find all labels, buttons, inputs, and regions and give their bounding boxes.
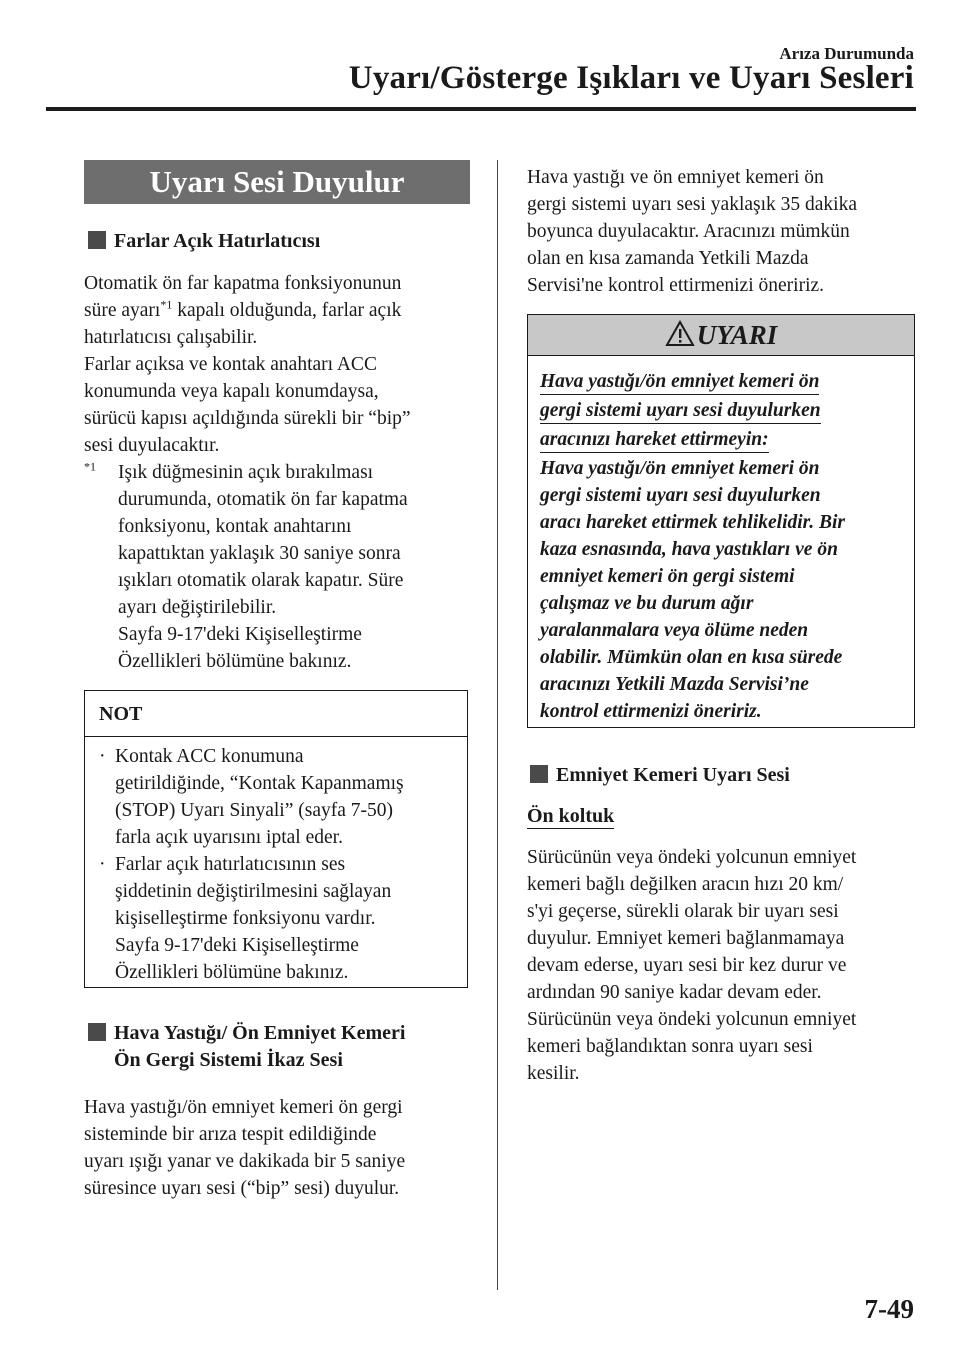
warning-line: Hava yastığı/ön emniyet kemeri ön [540, 458, 820, 479]
seatbelt-line: kemeri bağlandıktan sonra uyarı sesi [527, 1036, 813, 1057]
warning-line: aracı hareket ettirmek tehlikelidir. Bir [540, 512, 845, 533]
footnote-line: fonksiyonu, kontak anahtarını [118, 516, 352, 537]
warning-line: aracınızı Yetkili Mazda Servisi’ne [540, 674, 809, 695]
bullet-dot-icon: · [99, 854, 106, 875]
warning-line: kontrol ettirmenizi öneririz. [540, 701, 762, 722]
warning-box [527, 314, 915, 728]
warning-line: çalışmaz ve bu durum ağır [540, 593, 754, 614]
warning-line: kaza esnasında, hava yastıkları ve ön [540, 539, 838, 560]
headlights-heading-text: Farlar Açık Hatırlatıcısı [114, 230, 321, 252]
airbag-cont-line: Hava yastığı ve ön emniyet kemeri ön [527, 167, 824, 188]
headlights-text [84, 270, 476, 675]
note-label: NOT [85, 691, 467, 737]
section-title: Uyarı Sesi Duyulur [84, 160, 470, 204]
seatbelt-line: kemeri bağlı değilken aracın hızı 20 km/ [527, 874, 844, 895]
headlights-line [84, 297, 476, 324]
airbag-line: uyarı ışığı yanar ve dakikada bir 5 saniye [84, 1151, 406, 1172]
front-seat-label: Ön koltuk [527, 805, 615, 827]
airbag-line: süresince uyarı sesi (“bip” sesi) duyulur. [84, 1178, 400, 1199]
note-line: Sayfa 9-17'deki Kişiselleştirme [115, 935, 359, 956]
footnote-mark: *1 [84, 459, 96, 474]
warning-triangle-icon [665, 320, 695, 347]
seatbelt-line: duyulur. Emniyet kemeri bağlanmamaya [527, 928, 845, 949]
footnote-line: ayarı değiştirilebilir. [118, 597, 277, 618]
headlights-line: konumunda veya kapalı konumdaysa, [84, 381, 379, 402]
airbag-cont-line: gergi sistemi uyarı sesi yaklaşık 35 dakika [527, 194, 857, 215]
chapter-label: Arıza Durumunda [779, 44, 914, 63]
seatbelt-line: Sürücünün veya öndeki yolcunun emniyet [527, 847, 857, 868]
airbag-cont-line: olan en kısa zamanda Yetkili Mazda [527, 248, 809, 269]
page-title: Uyarı/Gösterge Işıkları ve Uyarı Sesleri [348, 60, 914, 96]
airbag-text [84, 1094, 476, 1202]
text-fragment: kapalı olduğunda, farlar açık [172, 300, 402, 321]
warning-line: gergi sistemi uyarı sesi duyulurken [540, 485, 821, 506]
note-item [99, 743, 457, 851]
note-line: farla açık uyarısını iptal eder. [115, 827, 343, 848]
warning-underlined-line: aracınızı hareket ettirmeyin: [540, 427, 769, 453]
note-line: (STOP) Uyarı Sinyali” (sayfa 7-50) [115, 800, 393, 821]
headlights-heading [88, 228, 320, 255]
headlights-line: Otomatik ön far kapatma fonksiyonunun [84, 273, 402, 294]
seatbelt-line: ardından 90 saniye kadar devam eder. [527, 982, 822, 1003]
seatbelt-text [527, 844, 919, 1087]
bullet-dot-icon: · [99, 746, 106, 767]
seatbelt-heading-text: Emniyet Kemeri Uyarı Sesi [556, 764, 790, 786]
note-item [99, 851, 457, 986]
headlights-line: Farlar açıksa ve kontak anahtarı ACC [84, 354, 377, 375]
note-line: Farlar açık hatırlatıcısının ses [115, 854, 346, 875]
seatbelt-line: s'yi geçerse, sürekli olarak bir uyarı sesi [527, 901, 839, 922]
airbag-line: sisteminde bir arıza tespit edildiğinde [84, 1124, 377, 1145]
warning-line: olabilir. Mümkün olan en kısa sürede [540, 647, 843, 668]
page-number: 7-49 [864, 1294, 914, 1324]
note-box [84, 690, 468, 988]
warning-header [528, 315, 914, 356]
footnote-line: Işık düğmesinin açık bırakılması [118, 462, 374, 483]
airbag-line: Hava yastığı/ön emniyet kemeri ön gergi [84, 1097, 403, 1118]
footnote-ref: *1 [160, 297, 173, 312]
note-line: getirildiğinde, “Kontak Kapanmamış [115, 773, 404, 794]
warning-underlined-line: gergi sistemi uyarı sesi duyulurken [540, 398, 821, 424]
warning-label: UYARI [696, 320, 778, 350]
airbag-heading [88, 1020, 478, 1074]
headlights-line: hatırlatıcısı çalışabilir. [84, 327, 258, 348]
footnote-line: Sayfa 9-17'deki Kişiselleştirme [118, 624, 362, 645]
footnote-line: durumunda, otomatik ön far kapatma [118, 489, 408, 510]
headlights-line: sesi duyulacaktır. [84, 435, 220, 456]
square-bullet-icon [530, 765, 548, 783]
seatbelt-line: devam ederse, uyarı sesi bir kez durur ve [527, 955, 847, 976]
warning-underlined-line: Hava yastığı/ön emniyet kemeri ön [540, 369, 819, 395]
note-line: kişiselleştirme fonksiyonu vardır. [115, 908, 376, 929]
seatbelt-heading [530, 762, 790, 789]
airbag-continued-text [527, 164, 917, 299]
footnote-line: ışıkları otomatik olarak kapatır. Süre [118, 570, 404, 591]
footnote [84, 459, 476, 675]
note-line: Kontak ACC konumuna [115, 746, 304, 767]
header-divider [46, 107, 916, 111]
footnote-line: Özellikleri bölümüne bakınız. [118, 651, 352, 672]
warning-line: yaralanmalara veya ölüme neden [540, 620, 809, 641]
warning-body [528, 356, 914, 725]
square-bullet-icon [88, 231, 106, 249]
text-fragment: süre ayarı [84, 300, 161, 321]
airbag-heading-line: Ön Gergi Sistemi İkaz Sesi [114, 1049, 343, 1071]
note-line: şiddetinin değiştirilmesini sağlayan [115, 881, 392, 902]
column-divider [497, 160, 498, 1290]
footnote-line: kapattıktan yaklaşık 30 saniye sonra [118, 543, 401, 564]
footnote-text [118, 459, 476, 675]
warning-line: emniyet kemeri ön gergi sistemi [540, 566, 795, 587]
seatbelt-line: Sürücünün veya öndeki yolcunun emniyet [527, 1009, 857, 1030]
front-seat-subheading [527, 804, 614, 829]
airbag-cont-line: boyunca duyulacaktır. Aracınızı mümkün [527, 221, 850, 242]
headlights-line: sürücü kapısı açıldığında sürekli bir “bip” [84, 408, 411, 429]
airbag-heading-line: Hava Yastığı/ Ön Emniyet Kemeri [114, 1022, 406, 1044]
seatbelt-line: kesilir. [527, 1063, 580, 1084]
square-bullet-icon [88, 1023, 106, 1041]
note-body [85, 737, 467, 986]
airbag-cont-line: Servisi'ne kontrol ettirmenizi öneririz. [527, 275, 825, 296]
note-line: Özellikleri bölümüne bakınız. [115, 962, 349, 983]
